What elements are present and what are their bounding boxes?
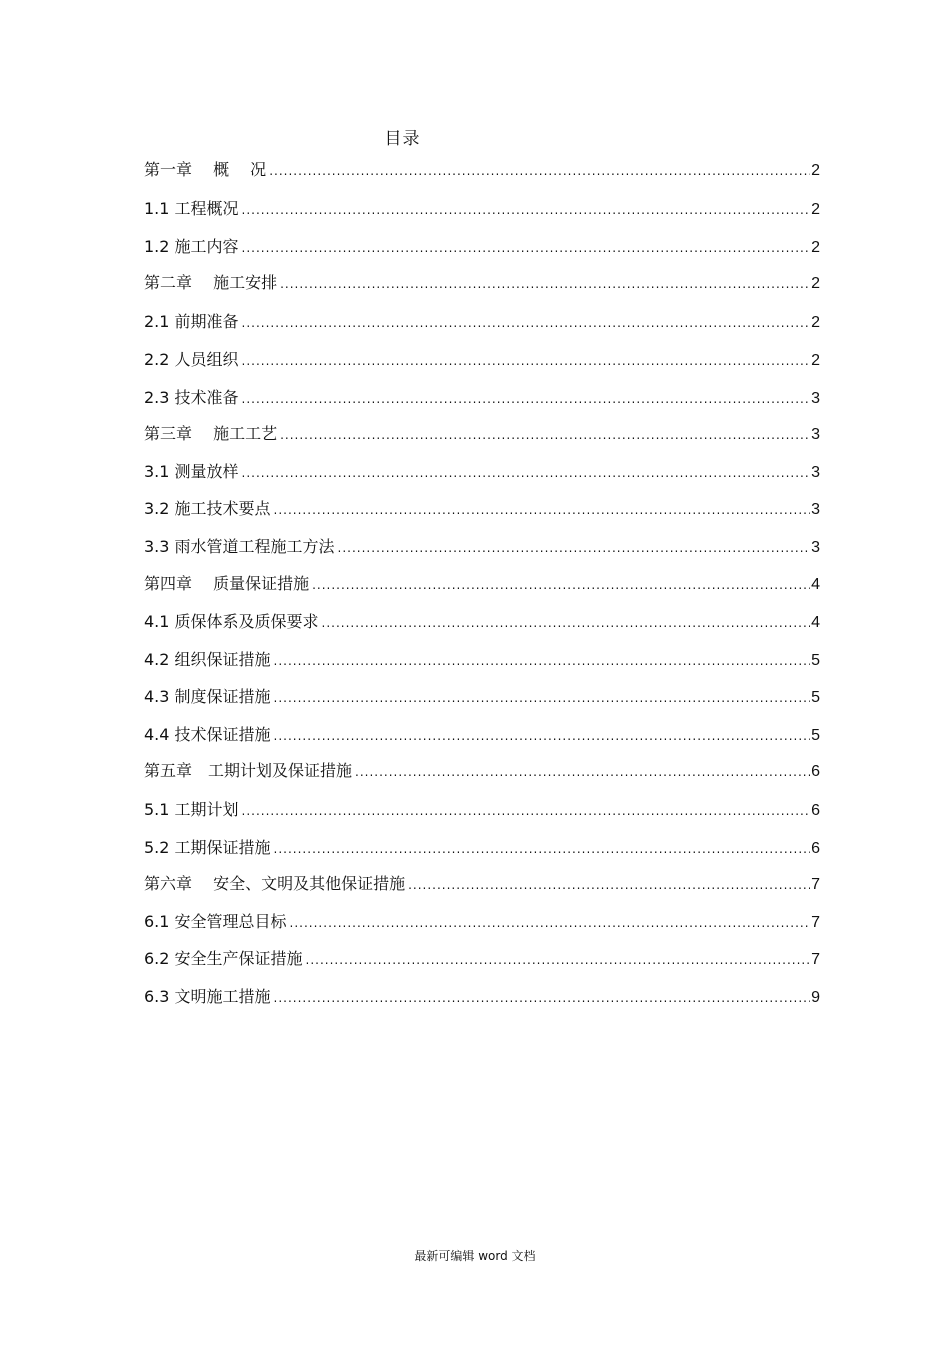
dot-leader [242,236,811,260]
toc-entry-label: 4.4 技术保证措施 [144,725,271,744]
toc-entry-5-2[interactable] [144,836,820,860]
toc-entry-label: 第三章 施工工艺 [144,424,278,443]
toc-title: 目录 [384,129,421,149]
toc-entry-page: 4 [811,576,820,593]
toc-entry-label: 1.2 施工内容 [144,237,239,256]
dot-leader [274,986,811,1010]
toc-entry-page: 2 [811,239,820,256]
toc-entry-page: 2 [811,162,820,179]
toc-entry-6-2[interactable] [144,947,820,971]
dot-leader [280,423,810,447]
dot-leader [274,649,811,673]
dot-leader [242,799,811,823]
toc-entry-3-3[interactable] [144,535,820,559]
toc-entry-chapter-2[interactable] [144,271,820,295]
dot-leader [322,611,811,635]
toc-entry-label: 6.3 文明施工措施 [144,987,271,1006]
dot-leader [312,573,810,597]
toc-entry-6-1[interactable] [144,910,820,934]
dot-leader [274,724,811,748]
dot-leader [280,272,810,296]
toc-entry-3-2[interactable] [144,497,820,521]
toc-entry-chapter-4[interactable] [144,572,820,596]
toc-entry-label: 4.2 组织保证措施 [144,650,271,669]
toc-entry-label: 2.3 技术准备 [144,388,239,407]
toc-entry-3-1[interactable] [144,460,820,484]
toc-entry-page: 5 [811,727,820,744]
toc-entry-label: 1.1 工程概况 [144,199,239,218]
toc-entry-page: 2 [811,352,820,369]
toc-entry-2-3[interactable] [144,386,820,410]
toc-entry-page: 3 [811,390,820,407]
toc-entry-page: 5 [811,689,820,706]
toc-entry-label: 2.2 人员组织 [144,350,239,369]
dot-leader [274,498,811,522]
dot-leader [269,159,810,183]
toc-entry-page: 2 [811,314,820,331]
dot-leader [242,198,811,222]
dot-leader [242,387,811,411]
toc-entry-label: 3.2 施工技术要点 [144,499,271,518]
toc-entry-page: 4 [811,614,820,631]
toc-entry-label: 第六章 安全、文明及其他保证措施 [144,874,406,893]
toc-entry-page: 7 [811,951,820,968]
dot-leader [242,349,811,373]
toc-entry-page: 3 [811,426,820,443]
toc-entry-page: 3 [811,539,820,556]
toc-entry-label: 3.1 测量放样 [144,462,239,481]
toc-entry-page: 3 [811,464,820,481]
toc-entry-chapter-1[interactable] [144,158,820,182]
toc-entry-label: 6.2 安全生产保证措施 [144,949,303,968]
toc-entry-page: 5 [811,652,820,669]
toc-entry-1-2[interactable] [144,235,820,259]
toc-entry-label: 2.1 前期准备 [144,312,239,331]
toc-entry-6-3[interactable] [144,985,820,1009]
toc-entry-page: 7 [811,914,820,931]
dot-leader [338,536,811,560]
toc-entry-page: 6 [811,840,820,857]
toc-entry-page: 6 [811,802,820,819]
toc-entry-label: 4.3 制度保证措施 [144,687,271,706]
toc-entry-page: 7 [811,876,820,893]
dot-leader [306,948,811,972]
toc-entry-label: 6.1 安全管理总目标 [144,912,287,931]
toc-entry-label: 4.1 质保体系及质保要求 [144,612,319,631]
dot-leader [408,873,810,897]
dot-leader [355,760,810,784]
toc-entry-4-3[interactable] [144,685,820,709]
toc-entry-4-1[interactable] [144,610,820,634]
toc-entry-5-1[interactable] [144,798,820,822]
toc-entry-label: 第二章 施工安排 [144,273,278,292]
toc-entry-1-1[interactable] [144,197,820,221]
toc-entry-label: 第四章 质量保证措施 [144,574,310,593]
toc-entry-page: 2 [811,275,820,292]
toc-entry-label: 5.2 工期保证措施 [144,838,271,857]
toc-entry-label: 第五章 工期计划及保证措施 [144,761,353,780]
toc-entry-chapter-5[interactable] [144,759,820,783]
page-footer: 最新可编辑 word 文档 [414,1249,536,1263]
toc-entry-4-2[interactable] [144,648,820,672]
toc-entry-2-1[interactable] [144,310,820,334]
toc-entry-label: 第一章 概 况 [144,160,267,179]
toc-entry-label: 5.1 工期计划 [144,800,239,819]
toc-entry-label: 3.3 雨水管道工程施工方法 [144,537,335,556]
dot-leader [290,911,811,935]
toc-entry-page: 6 [811,763,820,780]
dot-leader [274,837,811,861]
toc-entry-chapter-3[interactable] [144,422,820,446]
toc-entry-2-2[interactable] [144,348,820,372]
dot-leader [242,461,811,485]
dot-leader [242,311,811,335]
dot-leader [274,686,811,710]
toc-entry-page: 2 [811,201,820,218]
toc-entry-chapter-6[interactable] [144,872,820,896]
toc-entry-page: 9 [811,989,820,1006]
toc-entry-4-4[interactable] [144,723,820,747]
toc-entry-page: 3 [811,501,820,518]
